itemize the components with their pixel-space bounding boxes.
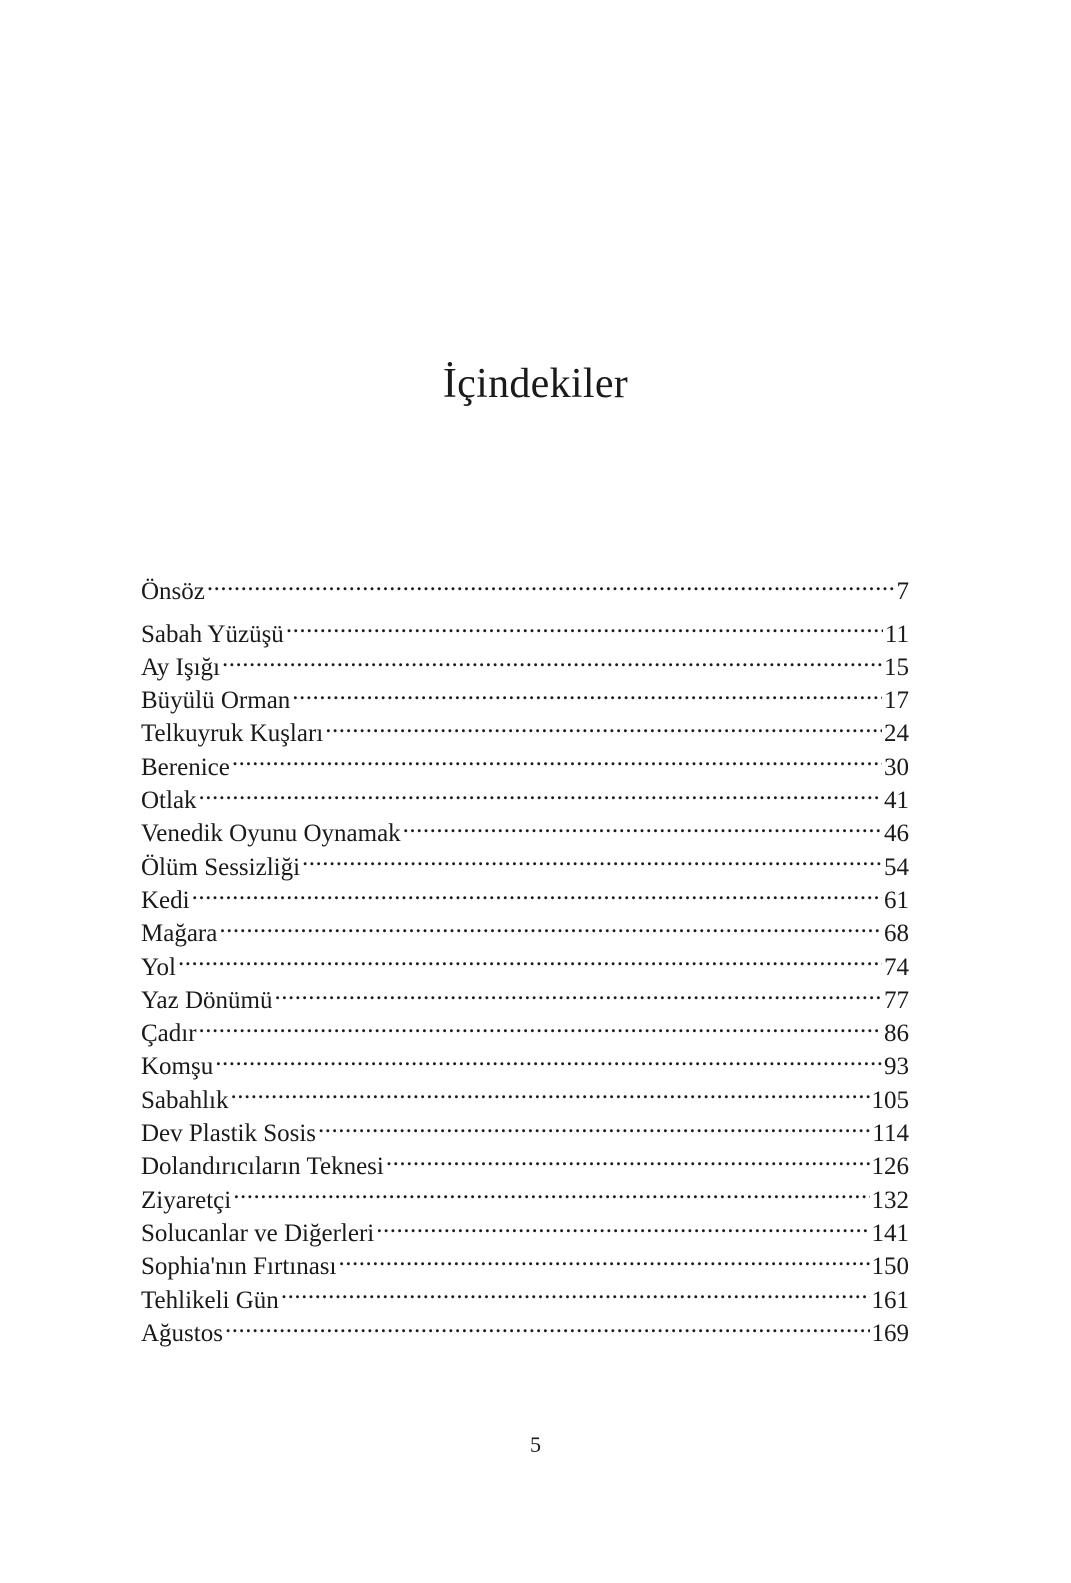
toc-entry[interactable] bbox=[141, 566, 909, 606]
toc-entry[interactable] bbox=[141, 1041, 909, 1081]
toc-leader-dots bbox=[231, 1174, 869, 1207]
toc-entry[interactable] bbox=[141, 941, 909, 981]
toc-entry[interactable] bbox=[141, 1108, 909, 1148]
toc-entry-label: Ağustos bbox=[141, 1319, 223, 1347]
toc-entry[interactable] bbox=[141, 741, 909, 781]
toc-leader-dots bbox=[213, 1041, 882, 1074]
toc-entry[interactable] bbox=[141, 642, 909, 681]
toc-entry-page: 161 bbox=[871, 1286, 909, 1314]
toc-entry[interactable] bbox=[141, 1208, 909, 1247]
toc-entry-page: 11 bbox=[884, 620, 909, 648]
toc-entry-label: Komşu bbox=[141, 1053, 214, 1081]
toc-entry-page: 93 bbox=[884, 1053, 909, 1081]
toc-leader-dots bbox=[230, 741, 882, 774]
toc-entry-label: Sabahlık bbox=[141, 1086, 229, 1114]
toc-entry-page: 150 bbox=[871, 1253, 909, 1281]
toc-leader-dots bbox=[273, 975, 883, 1008]
toc-entry-page: 30 bbox=[884, 753, 909, 781]
toc-entry-page: 126 bbox=[871, 1153, 909, 1181]
toc-leader-dots bbox=[229, 1074, 870, 1107]
toc-leader-dots bbox=[323, 708, 882, 741]
toc-entry-label: Otlak bbox=[141, 787, 197, 815]
toc-leader-dots bbox=[205, 566, 895, 599]
toc-entry-label: Ay Işığı bbox=[141, 653, 220, 681]
toc-leader-dots bbox=[316, 1108, 870, 1141]
toc-leader-dots bbox=[300, 841, 882, 874]
toc-leader-dots bbox=[197, 1008, 882, 1041]
toc-entry[interactable] bbox=[141, 975, 909, 1014]
toc-leader-dots bbox=[290, 675, 882, 708]
toc-entry-page: 17 bbox=[884, 687, 909, 715]
toc-entry[interactable] bbox=[141, 808, 909, 848]
toc-entry[interactable] bbox=[141, 1074, 909, 1114]
toc-entry-page: 7 bbox=[896, 578, 909, 606]
toc-entry-page: 77 bbox=[884, 986, 909, 1014]
toc-leader-dots bbox=[384, 1141, 870, 1174]
toc-leader-dots bbox=[176, 941, 882, 974]
toc-leader-dots bbox=[197, 775, 882, 808]
toc-leader-dots bbox=[374, 1208, 869, 1241]
toc-entry[interactable] bbox=[141, 1308, 909, 1347]
table-of-contents bbox=[141, 566, 909, 1347]
toc-entry[interactable] bbox=[141, 875, 909, 914]
toc-entry-page: 114 bbox=[872, 1120, 909, 1148]
toc-entry-label: Büyülü Orman bbox=[141, 687, 291, 715]
toc-leader-dots bbox=[190, 875, 882, 908]
toc-entry[interactable] bbox=[141, 1174, 909, 1214]
toc-entry-label: Telkuyruk Kuşları bbox=[141, 720, 324, 748]
toc-leader-dots bbox=[401, 808, 882, 841]
toc-entry-label: Dolandırıcıların Teknesi bbox=[141, 1153, 384, 1181]
toc-leader-dots bbox=[279, 1274, 870, 1307]
toc-entry-label: Venedik Oyunu Oynamak bbox=[141, 820, 401, 848]
toc-entry-label: Berenice bbox=[141, 753, 230, 781]
toc-entry[interactable] bbox=[141, 1008, 909, 1048]
page-title: İçindekiler bbox=[442, 361, 629, 407]
toc-leader-dots bbox=[284, 608, 883, 641]
toc-entry-label: Tehlikeli Gün bbox=[141, 1286, 279, 1314]
toc-entry[interactable] bbox=[141, 775, 909, 815]
toc-leader-dots bbox=[217, 908, 882, 941]
toc-entry-page: 15 bbox=[884, 653, 909, 681]
toc-entry-page: 54 bbox=[884, 853, 909, 881]
toc-entry-page: 141 bbox=[871, 1219, 909, 1247]
toc-entry-label: Yol bbox=[141, 953, 176, 981]
toc-leader-dots bbox=[220, 642, 882, 675]
toc-entry-page: 46 bbox=[884, 820, 909, 848]
toc-entry-label: Yaz Dönümü bbox=[141, 986, 273, 1014]
toc-entry[interactable] bbox=[141, 908, 909, 948]
toc-entry-page: 61 bbox=[884, 886, 909, 914]
toc-entry-page: 169 bbox=[871, 1319, 909, 1347]
toc-entry-label: Sabah Yüzüşü bbox=[141, 620, 284, 648]
toc-entry-page: 105 bbox=[871, 1086, 909, 1114]
toc-entry-label: Mağara bbox=[141, 920, 218, 948]
toc-entry-label: Çadır bbox=[141, 1020, 197, 1048]
toc-entry-label: Sophia'nın Fırtınası bbox=[141, 1253, 337, 1281]
toc-entry-label: Ziyaretçi bbox=[141, 1186, 232, 1214]
toc-entry-page: 68 bbox=[884, 920, 909, 948]
toc-leader-dots bbox=[223, 1308, 870, 1341]
page-number: 5 bbox=[530, 1432, 541, 1457]
toc-entry[interactable] bbox=[141, 608, 909, 648]
toc-entry-label: Solucanlar ve Diğerleri bbox=[141, 1219, 375, 1247]
toc-leader-dots bbox=[336, 1241, 869, 1274]
toc-entry-page: 41 bbox=[884, 787, 909, 815]
toc-entry-label: Önsöz bbox=[141, 578, 205, 606]
toc-entry[interactable] bbox=[141, 675, 909, 715]
toc-entry-page: 74 bbox=[884, 953, 909, 981]
toc-entry-page: 24 bbox=[884, 720, 909, 748]
toc-entry-label: Dev Plastik Sosis bbox=[141, 1120, 317, 1148]
toc-entry-page: 132 bbox=[871, 1186, 909, 1214]
toc-entry-label: Kedi bbox=[141, 886, 190, 914]
toc-entry-label: Ölüm Sessizliği bbox=[141, 853, 301, 881]
toc-entry-page: 86 bbox=[884, 1020, 909, 1048]
